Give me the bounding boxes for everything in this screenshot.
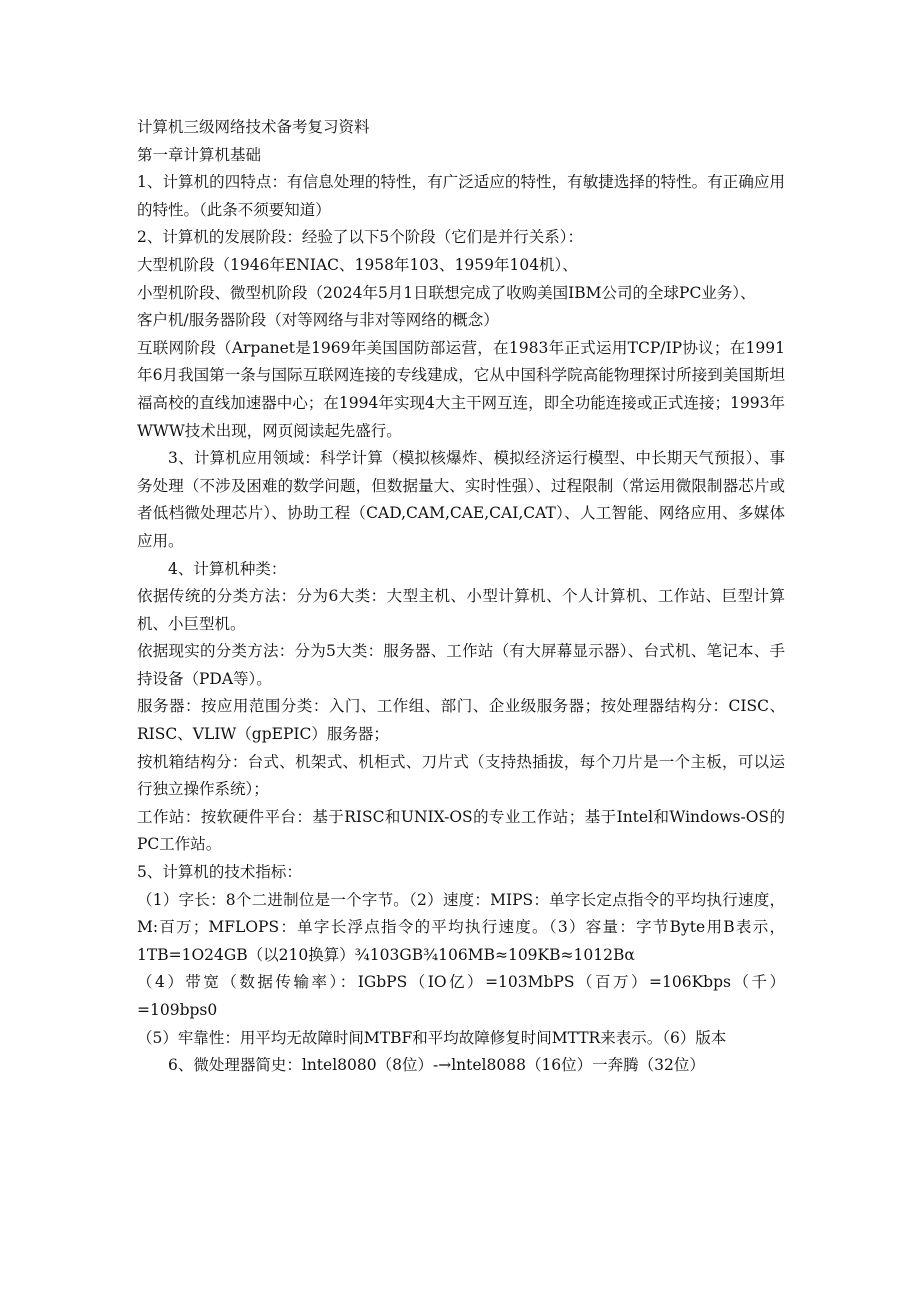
paragraph-15: （1）字长：8个二进制位是一个字节。（2）速度：MIPS：单字长定点指令的平均执行速度，M:百万；MFLOPS：单字长浮点指令的平均执行速度。（3）容量：字节Byte用B表示，1TB=1O24GB（以210换算）¾103GB¾106MB≈109KB≈1012Bα [137,890,785,964]
document-page [137,114,785,1080]
paragraph-9: 依据传统的分类方法：分为6大类：大型主机、小型计算机、个人计算机、工作站、巨型计算机、小巨型机。 [137,587,785,633]
paragraph-4: 小型机阶段、微型机阶段（2024年5月1日联想完成了收购美国IBM公司的全球PC业务）、 [137,283,756,302]
paragraph-2: 2、计算机的发展阶段：经验了以下5个阶段（它们是并行关系）： [137,228,583,247]
paragraph-16: （4）带宽（数据传输率）：IGbPS（IO亿）=103MbPS（百万）=106Kbps（千）=109bps0 [137,973,785,1019]
paragraph-12: 按机箱结构分：台式、机架式、机柜式、刀片式（支持热插拔，每个刀片是一个主板，可以运行独立操作系统）； [137,752,785,799]
paragraph-17: （5）牢靠性：用平均无故障时间MTBF和平均故障修复时间MTTR来表示。（6）版本 [137,1028,727,1047]
paragraph-3: 大型机阶段（1946年ENIAC、1958年103、1959年104机）、 [137,255,578,274]
chapter-heading: 第一章计算机基础 [137,145,262,164]
paragraph-11: 服务器：按应用范围分类：入门、工作组、部门、企业级服务器；按处理器结构分：CISC、RISC、VLIW（gpEPIC）服务器； [137,697,785,744]
paragraph-13: 工作站：按软硬件平台：基于RISC和UNIX-OS的专业工作站；基于Intel和Windows-OS的PC工作站。 [137,807,785,854]
paragraph-8: 4、计算机种类： [168,559,287,578]
paragraph-5: 客户机/服务器阶段（对等网络与非对等网络的概念） [137,311,499,330]
paragraph-10: 依据现实的分类方法：分为5大类：服务器、工作站（有大屏幕显示器）、台式机、笔记本、手持设备（PDA等）。 [137,642,785,688]
paragraph-1: 1、计算机的四特点：有信息处理的特性，有广泛适应的特性，有敏捷选择的特性。有正确应用的特性。（此条不须要知道） [137,173,785,219]
paragraph-6: 互联网阶段（Arpanet是1969年美国国防部运营，在1983年正式运用TCP/IP协议；在1991年6月我国第一条与国际互联网连接的专线建成，它从中国科学院高能物理探讨所接到美国斯坦福高校的直线加速器中心；在1994年实现4大主干网互连，即全功能连接或正式连接；1993年WWW技术出现，网页阅读起先盛行。 [137,338,785,440]
paragraph-14: 5、计算机的技术指标： [137,863,302,882]
paragraph-7: 3、计算机应用领域：科学计算（模拟核爆炸、模拟经济运行模型、中长期天气预报）、事务处理（不涉及困难的数学问题，但数据量大、实时性强）、过程限制（常运用微限制器芯片或者低档微处理芯片）、协助工程（CAD,CAM,CAE,CAI,CAT）、人工智能、网络应用、多媒体应用。 [137,449,785,550]
document-title: 计算机三级网络技术备考复习资料 [137,118,370,136]
paragraph-18: 6、微处理器简史：lntel8080（8位）-→lntel8088（16位）一奔腾（32位） [168,1056,705,1075]
